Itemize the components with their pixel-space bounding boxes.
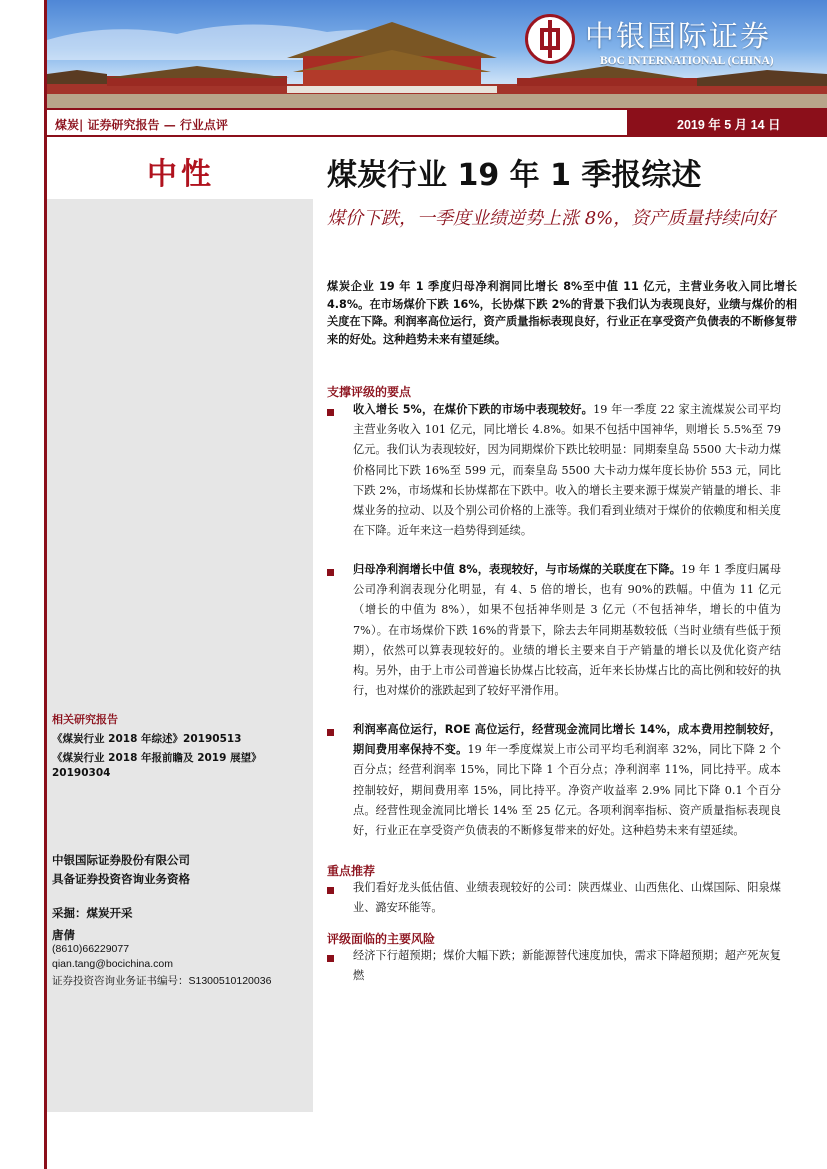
qualification: 具备证券投资咨询业务资格 [52, 872, 190, 886]
analyst-phone: (8610)66229077 [52, 943, 130, 955]
bullet-icon [327, 729, 334, 736]
sidebar [47, 137, 313, 1112]
related-report-1: 《煤炭行业 2018 年综述》20190513 [52, 733, 242, 745]
related-report-2-date: 20190304 [52, 767, 111, 779]
bullet-icon [327, 409, 334, 416]
support-point-1-lead: 收入增长 5%，在煤价下跌的市场中表现较好。 [353, 403, 594, 416]
brand-name-en: BOC INTERNATIONAL (CHINA) [600, 55, 774, 67]
brand-name-cn: 中银国际证券 [585, 19, 772, 53]
rating-box [47, 137, 313, 199]
report-category: 煤炭| 证券研究报告 — 行业点评 [55, 118, 228, 132]
picks-section-title: 重点推荐 [327, 864, 376, 878]
boc-logo-icon [525, 14, 575, 64]
support-section-title: 支撑评级的要点 [327, 385, 412, 399]
related-reports-title: 相关研究报告 [52, 713, 118, 726]
risks-section-title: 评级面临的主要风险 [327, 932, 436, 946]
bullet-icon [327, 955, 334, 962]
support-point-2 [353, 560, 781, 701]
report-date: 2019 年 5 月 14 日 [677, 118, 781, 132]
support-point-3-lead: 利润率高位运行，ROE 高位运行，经营现金流同比增长 14%，成本费用控制较好，期间费用率保持不变。 [353, 723, 781, 757]
category-ribbon-left [47, 108, 627, 137]
report-subtitle: 煤价下跌，一季度业绩逆势上涨 8%，资产质量持续向好 [327, 208, 776, 229]
report-abstract: 煤炭企业 19 年 1 季度归母净利润同比增长 8%至中值 11 亿元，主营业务收入同比增长 4.8%。在市场煤价下跌 16%，长协煤下跌 2%的背景下我们认为表现良好，业绩与煤价的相关度在下降。利润率高位运行，资产质量指标表现良好，行业正在享受资产负债表的不断修复带来的好处。这种趋势未来有望延续。 [327, 280, 797, 346]
report-title: 煤炭行业 19 年 1 季报综述 [327, 158, 702, 193]
category-ribbon [47, 108, 827, 137]
rating-label: 中性 [147, 157, 215, 192]
support-point-1 [353, 400, 781, 541]
analyst-license: 证券投资咨询业务证书编号：S1300510120036 [52, 975, 272, 987]
support-point-1-body: 19 年一季度 22 家主流煤炭公司平均主营业务收入 101 亿元，同比增长 4.8%。如果不包括中国神华，则增长 5.5%至 79 亿元。我们认为表现较好，因为同期煤价下跌比较明显：同期秦皇岛 5500 大卡动力煤价格同比下跌 16%至 599 元，而秦皇岛 5500 大卡动力煤年度长协价 553 元，同比下跌 2%，市场煤和长协煤都在下跌中。收入的增长主要来源于煤炭产销量的增长、非煤业务的拉动、以及个别公司价格的上涨等。我们看到业绩对于煤价的依赖度和相关度在下降。近年来这一趋势得到延续。 [353, 403, 781, 538]
support-point-2-lead: 归母净利润增长中值 8%，表现较好，与市场煤的关联度在下降。 [353, 563, 682, 576]
bullet-icon [327, 569, 334, 576]
left-border-bar [0, 0, 47, 1169]
company-name: 中银国际证券股份有限公司 [52, 853, 190, 867]
analyst-name: 唐倩 [52, 928, 75, 942]
analyst-email[interactable]: qian.tang@bocichina.com [52, 958, 173, 970]
bullet-icon [327, 887, 334, 894]
support-point-3-body: 19 年一季度煤炭上市公司平均毛利润率 32%，同比下降 2 个百分点；经营利润率 15%，同比下降 1 个百分点；净利润率 11%，同比持平。成本控制较好，期间费用率 15%，同比持平。净资产收益率 2.9% 同比下降 0.1 个百分点。经营性现金流同比增长 14% 至 25 亿元。各项利润率指标、资产质量指标表现良好，行业正在享受资产负债表的不断修复带来的好处。这种趋势未来有望延续。 [353, 743, 781, 838]
risks-text: 经济下行超预期；煤价大幅下跌；新能源替代速度加快，需求下降超预期；超产死灰复燃 [353, 949, 781, 983]
support-point-3 [353, 720, 781, 841]
sector-label: 采掘：煤炭开采 [52, 906, 133, 920]
header-banner [47, 0, 827, 108]
support-point-2-body: 19 年 1 季度归属母公司净利润表现分化明显，有 4、5 倍的增长，也有 90%的跌幅。中值为 11 亿元（增长的中值为 8%），如果不包括神华则是 3 亿元（不包括神华，增长的中值为 7%）。在市场煤价下跌 16%的背景下，除去去年同期基数较低（当时业绩有些低于预期），依然可以算表现较好的。业绩的增长主要来自于产销量的增长以及优化资产结构。另外，由于上市公司普遍长协煤占比较高，近年来长协煤占比的高比例和较好的执行，也对煤价的涨跌起到了较好平滑作用。 [353, 563, 782, 698]
related-report-2: 《煤炭行业 2018 年报前瞻及 2019 展望》 [52, 752, 262, 764]
picks-text: 我们看好龙头低估值、业绩表现较好的公司：陕西煤业、山西焦化、山煤国际、阳泉煤业、潞安环能等。 [353, 881, 781, 915]
